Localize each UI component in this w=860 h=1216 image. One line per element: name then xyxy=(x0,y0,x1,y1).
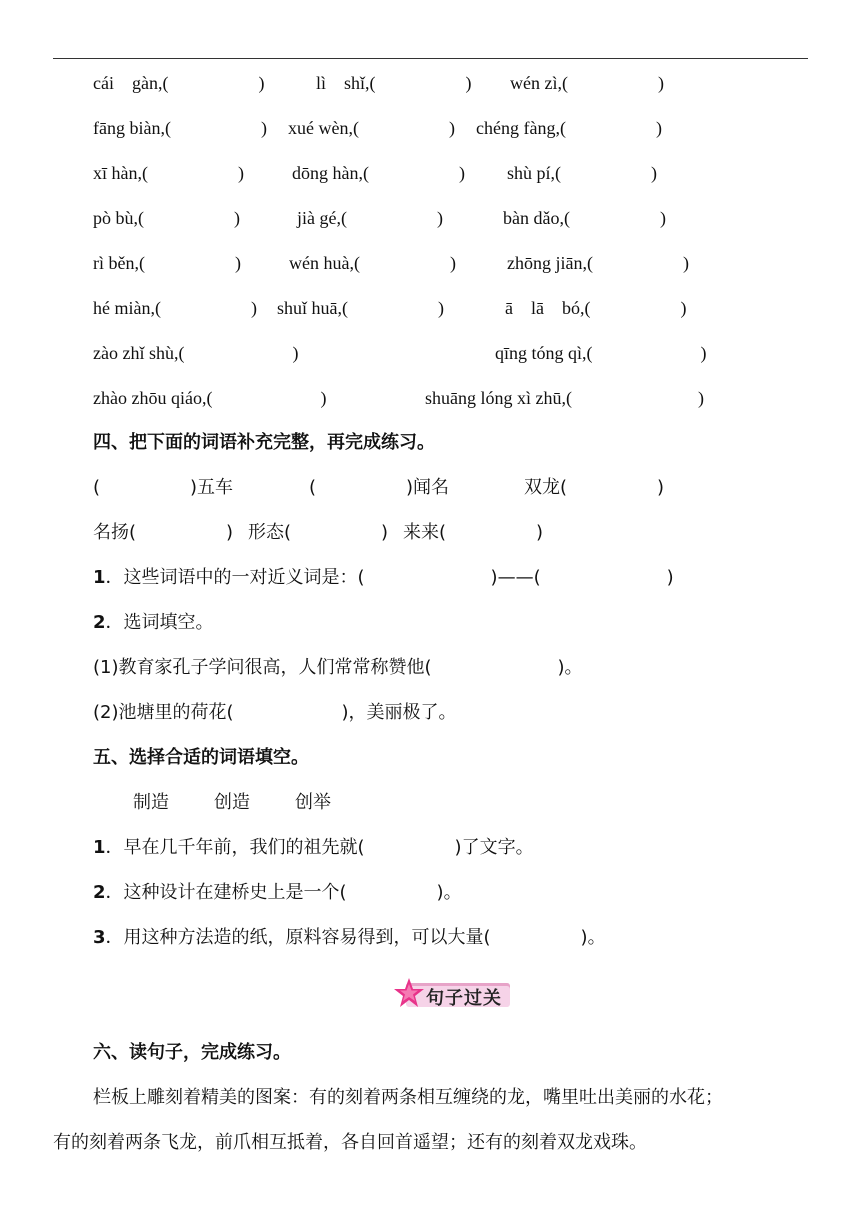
idiom-blank: 双龙( ) xyxy=(524,477,665,498)
question-number: 1 xyxy=(93,567,106,588)
section-banner xyxy=(392,978,510,1010)
pinyin-item: shuǐ huā,( ) xyxy=(277,298,444,318)
pinyin-item: bàn dǎo,( ) xyxy=(503,208,666,228)
pinyin-item: xué wèn,( ) xyxy=(288,118,455,138)
question-number: 2 xyxy=(93,882,106,903)
passage-line: 有的刻着两条飞龙，前爪相互抵着，各自回首遥望；还有的刻着双龙戏珠。 xyxy=(53,1132,647,1153)
pinyin-item: pò bù,( ) xyxy=(93,208,240,228)
pinyin-item: shuāng lóng xì zhū,( ) xyxy=(425,388,704,408)
pinyin-item: wén huà,( ) xyxy=(289,253,456,273)
word-option: 创举 xyxy=(295,792,331,813)
question-5-1 xyxy=(93,837,534,859)
pinyin-item: zhōng jiān,( ) xyxy=(507,253,689,273)
question-number: 1 xyxy=(93,837,106,858)
pinyin-item: dōng hàn,( ) xyxy=(292,163,465,183)
idiom-blank: 形态( ) xyxy=(248,522,389,543)
idiom-blank: 名扬( ) xyxy=(93,522,234,543)
pinyin-item: chéng fàng,( ) xyxy=(476,118,662,138)
pinyin-item: qīng tóng qì,( ) xyxy=(495,343,707,363)
idiom-blank: 来来( ) xyxy=(403,522,544,543)
banner-label: 句子过关 xyxy=(426,988,502,1009)
star-icon xyxy=(392,976,426,1010)
pinyin-item: xī hàn,( ) xyxy=(93,163,244,183)
question-text: ．选词填空。 xyxy=(105,612,214,633)
word-option: 制造 xyxy=(133,792,169,813)
pinyin-item: zhào zhōu qiáo,( ) xyxy=(93,388,327,408)
pinyin-item: shù pí,( ) xyxy=(507,163,657,183)
pinyin-item: fāng biàn,( ) xyxy=(93,118,267,138)
question-4-1 xyxy=(93,567,674,589)
question-text: ．这些词语中的一对近义词是：( )——( ) xyxy=(105,567,674,588)
pinyin-item: lì shǐ,( ) xyxy=(316,73,472,93)
question-4-2-b: (2)池塘里的荷花( )，美丽极了。 xyxy=(93,702,457,723)
pinyin-item: cái gàn,( ) xyxy=(93,73,265,93)
section-4-title: 四、把下面的词语补充完整，再完成练习。 xyxy=(93,432,435,453)
word-option: 创造 xyxy=(214,792,250,813)
question-4-2-a: (1)教育家孔子学问很高，人们常常称赞他( )。 xyxy=(93,657,583,678)
pinyin-item: zào zhǐ shù,( ) xyxy=(93,343,299,363)
question-5-2 xyxy=(93,882,462,904)
question-4-2 xyxy=(93,612,214,634)
pinyin-item: jià gé,( ) xyxy=(297,208,443,228)
section-5-title: 五、选择合适的词语填空。 xyxy=(93,747,309,768)
passage-line: 栏板上雕刻着精美的图案：有的刻着两条相互缠绕的龙，嘴里吐出美丽的水花； xyxy=(93,1087,723,1108)
pinyin-item: wén zì,( ) xyxy=(510,73,664,93)
question-text: ．这种设计在建桥史上是一个( )。 xyxy=(105,882,462,903)
question-text: ．用这种方法造的纸，原料容易得到，可以大量( )。 xyxy=(105,927,606,948)
pinyin-item: rì běn,( ) xyxy=(93,253,241,273)
question-text: ．早在几千年前，我们的祖先就( )了文字。 xyxy=(105,837,534,858)
section-6-title: 六、读句子，完成练习。 xyxy=(93,1042,291,1063)
question-number: 2 xyxy=(93,612,106,633)
idiom-blank: ( )闻名 xyxy=(309,477,450,498)
pinyin-item: ā lā bó,( ) xyxy=(505,298,687,318)
header-rule xyxy=(53,58,808,59)
idiom-blank: ( )五车 xyxy=(93,477,234,498)
pinyin-item: hé miàn,( ) xyxy=(93,298,257,318)
question-number: 3 xyxy=(93,927,106,948)
question-5-3 xyxy=(93,927,606,949)
